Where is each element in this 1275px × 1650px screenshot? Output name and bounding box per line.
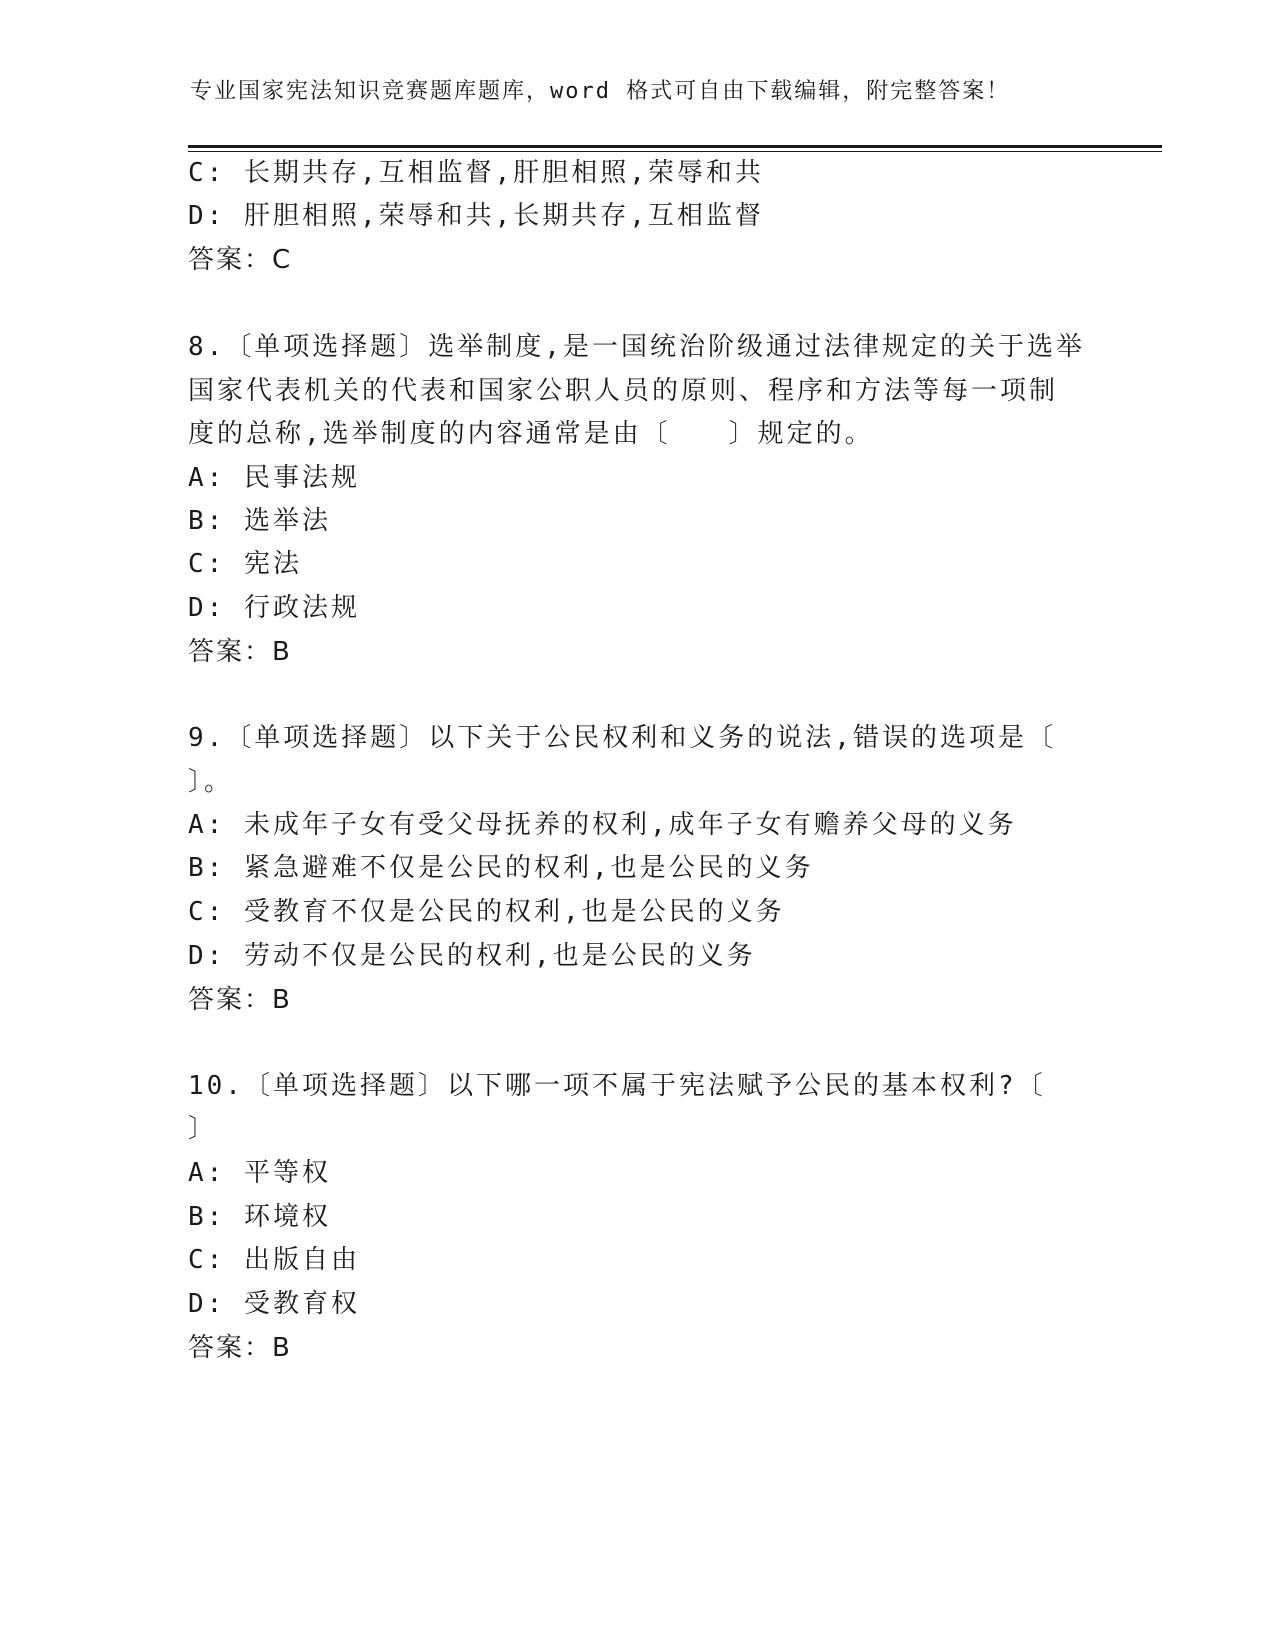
q9-option-a: A: 未成年子女有受父母抚养的权利,成年子女有赡养父母的义务 bbox=[188, 810, 1017, 840]
q10-stem-line-2: 〕 bbox=[188, 1114, 218, 1144]
q10-option-d: D: 受教育权 bbox=[188, 1289, 360, 1319]
header-rule-thin bbox=[188, 151, 1162, 152]
q7-answer: 答案：C bbox=[188, 245, 293, 275]
q9-option-c: C: 受教育不仅是公民的权利,也是公民的义务 bbox=[188, 897, 785, 927]
q8-stem-line-3: 度的总称,选举制度的内容通常是由〔 〕规定的。 bbox=[188, 419, 874, 449]
q9-answer: 答案：B bbox=[188, 985, 292, 1015]
q9-option-d: D: 劳动不仅是公民的权利,也是公民的义务 bbox=[188, 941, 756, 971]
q8-option-b: B: 选举法 bbox=[188, 506, 331, 536]
q8-option-c: C: 宪法 bbox=[188, 549, 302, 579]
q7-option-c: C: 长期共存,互相监督,肝胆相照,荣辱和共 bbox=[188, 158, 764, 188]
q10-option-c: C: 出版自由 bbox=[188, 1245, 360, 1275]
q10-stem-line-1: 10.〔单项选择题〕以下哪一项不属于宪法赋予公民的基本权利?〔 bbox=[188, 1071, 1046, 1101]
q7-option-d: D: 肝胆相照,荣辱和共,长期共存,互相监督 bbox=[188, 201, 764, 231]
q10-option-a: A: 平等权 bbox=[188, 1158, 331, 1188]
q8-stem-line-2: 国家代表机关的代表和国家公职人员的原则、程序和方法等每一项制 bbox=[188, 376, 1059, 406]
q9-option-b: B: 紧急避难不仅是公民的权利,也是公民的义务 bbox=[188, 853, 814, 883]
q10-answer: 答案：B bbox=[188, 1333, 292, 1363]
q9-stem-line-1: 9.〔单项选择题〕以下关于公民权利和义务的说法,错误的选项是〔 bbox=[188, 723, 1056, 753]
header-rule-thick bbox=[188, 145, 1162, 148]
q8-option-a: A: 民事法规 bbox=[188, 463, 360, 493]
page-header: 专业国家宪法知识竞赛题库题库，word 格式可自由下载编辑，附完整答案！ bbox=[190, 79, 1011, 104]
q8-answer: 答案：B bbox=[188, 637, 292, 667]
q8-stem-line-1: 8.〔单项选择题〕选举制度,是一国统治阶级通过法律规定的关于选举 bbox=[188, 332, 1085, 362]
q9-stem-line-2: 〕。 bbox=[188, 767, 234, 797]
q10-option-b: B: 环境权 bbox=[188, 1202, 331, 1232]
q8-option-d: D: 行政法规 bbox=[188, 593, 360, 623]
